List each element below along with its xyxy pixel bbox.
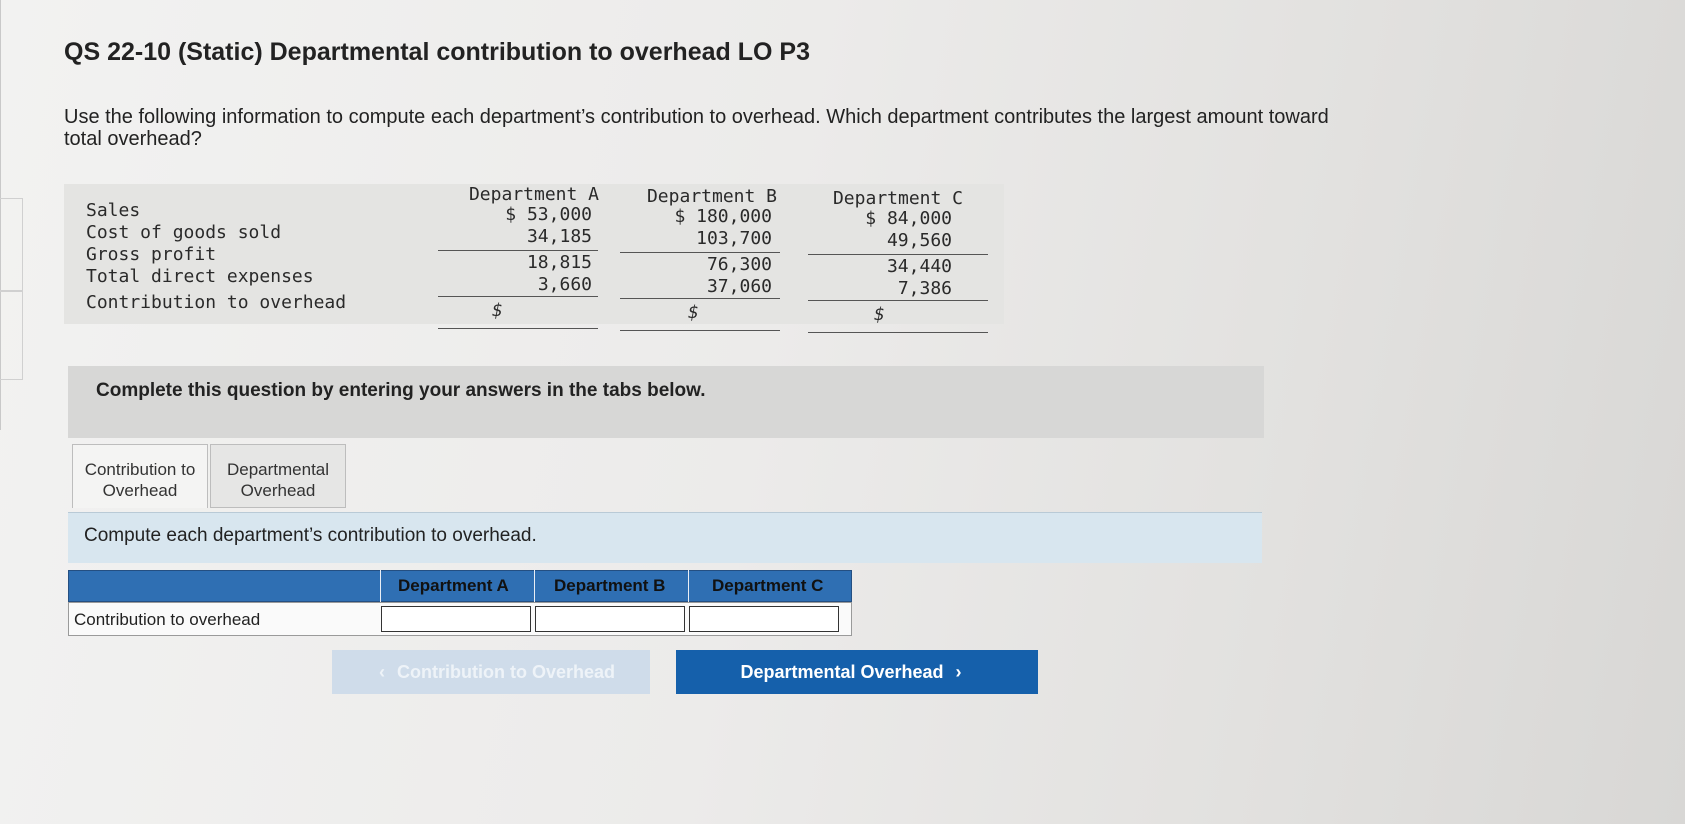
tab-label-line2: Overhead [102, 481, 178, 500]
given-header-dept-b: Department B [646, 186, 778, 207]
dept-c-direct-expenses: 7,386 [897, 278, 952, 299]
dept-c-cogs: 49,560 [886, 230, 952, 251]
dept-c-rule [808, 254, 988, 255]
answer-header-dept-c: Department C [712, 576, 824, 595]
dept-c-rule [808, 332, 988, 333]
dept-c-sales: $ 84,000 [865, 208, 952, 229]
given-header-dept-a: Department A [468, 184, 600, 205]
row-label-gross-profit: Gross profit [86, 244, 217, 265]
dept-a-contribution: $ [492, 300, 503, 321]
dept-b-rule [620, 330, 780, 331]
task-prompt [68, 512, 1262, 563]
dept-a-rule [438, 250, 598, 251]
page-title: QS 22-10 (Static) Departmental contribution to overhead LO P3 [64, 38, 810, 66]
column-divider [534, 570, 535, 602]
chevron-left-icon: ‹ [379, 661, 385, 682]
dept-a-sales: $ 53,000 [505, 204, 592, 225]
dept-b-cogs: 103,700 [696, 228, 772, 249]
dept-a-gross-profit: 18,815 [526, 252, 592, 273]
dept-a-rule [438, 328, 598, 329]
tab-label-line1: Departmental [226, 460, 330, 479]
next-tab-button[interactable] [676, 650, 1038, 694]
prompt-text: Compute each department’s contribution to overhead. [84, 525, 537, 546]
dept-b-rule [620, 298, 780, 299]
chevron-right-icon: › [955, 661, 962, 682]
tab-contribution-to-overhead[interactable] [72, 444, 208, 508]
answer-table [68, 570, 852, 638]
given-header-dept-c: Department C [832, 188, 964, 209]
tab-label-line2: Overhead [240, 481, 316, 500]
tab-departmental-overhead[interactable] [210, 444, 346, 508]
side-panel-box [0, 290, 23, 380]
dept-b-direct-expenses: 37,060 [706, 276, 772, 297]
row-label-sales: Sales [86, 200, 141, 221]
answer-row-label: Contribution to overhead [74, 610, 261, 629]
next-tab-label: Departmental Overhead [740, 661, 944, 682]
dept-a-direct-expenses: 3,660 [537, 274, 592, 295]
column-divider [380, 570, 381, 602]
dept-c-contribution-input[interactable] [689, 606, 839, 632]
dept-b-gross-profit: 76,300 [706, 254, 772, 275]
row-label-cogs: Cost of goods sold [86, 222, 282, 243]
dept-c-contribution: $ [874, 304, 885, 325]
dept-b-rule [620, 252, 780, 253]
question-instructions: Use the following information to compute each department’s contribution to overhead. Which department contributes the largest amount toward total overhead? [64, 106, 1329, 150]
previous-tab-label: Contribution to Overhead [397, 661, 615, 682]
answer-header-dept-a: Department A [398, 576, 509, 595]
dept-a-contribution-input[interactable] [381, 606, 531, 632]
dept-a-cogs: 34,185 [526, 226, 592, 247]
dept-b-sales: $ 180,000 [674, 206, 772, 227]
dept-b-contribution-input[interactable] [535, 606, 685, 632]
given-data-table [64, 184, 1004, 334]
tab-label-line1: Contribution to [84, 460, 196, 479]
dept-a-rule [438, 296, 598, 297]
side-panel-box [0, 198, 23, 292]
instruction-banner [68, 366, 1264, 438]
previous-tab-button[interactable] [332, 650, 650, 694]
row-label-direct-expenses: Total direct expenses [86, 266, 314, 287]
answer-header-dept-b: Department B [554, 576, 666, 595]
row-label-contribution: Contribution to overhead [86, 292, 347, 313]
dept-c-gross-profit: 34,440 [886, 256, 952, 277]
dept-c-rule [808, 300, 988, 301]
dept-b-contribution: $ [688, 302, 699, 323]
column-divider [688, 570, 689, 602]
banner-text: Complete this question by entering your answers in the tabs below. [96, 380, 706, 401]
